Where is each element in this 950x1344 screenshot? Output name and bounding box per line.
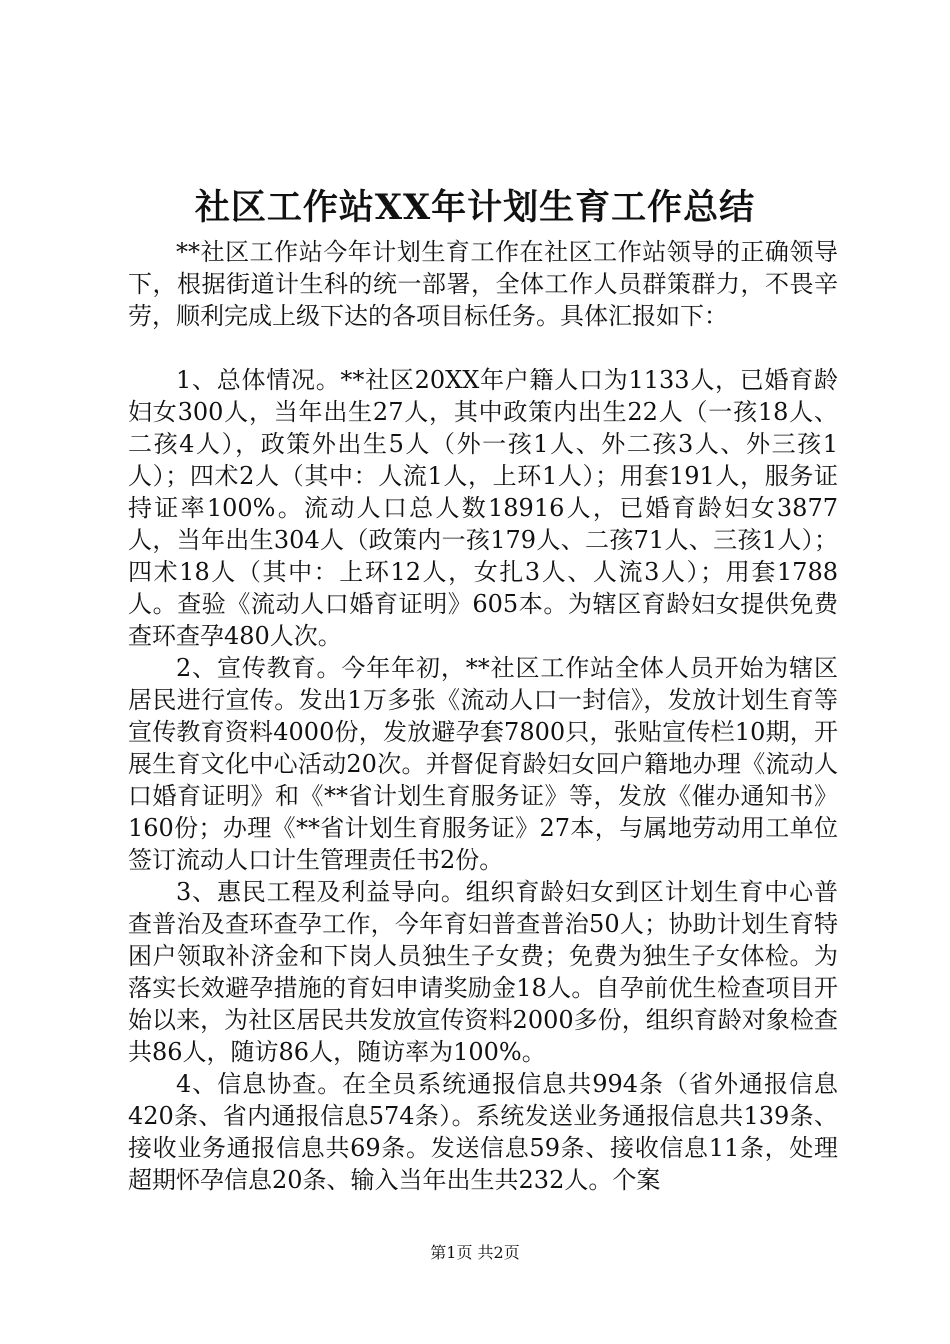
paragraph-overview: 1、总体情况。**社区20XX年户籍人口为1133人，已婚育龄妇女300人，当年出生27人，其中政策内出生22人（一孩18人、二孩4人），政策外出生5人（外一孩1人、外二孩3人、外三孩1人）；四术2人（其中：人流1人，上环1人）；用套191人，服务证持证率100%。流动人口总人数18916人，已婚育龄妇女3877人，当年出生304人（政策内一孩179人、二孩71人、三孩1人）；四术18人（其中：上环12人，女扎3人、人流3人）；用套1788人。查验《流动人口婚育证明》605本。为辖区育龄妇女提供免费查环查孕480人次。 (128, 366, 838, 650)
page-footer: 第1页 共2页 (430, 1243, 520, 1262)
paragraph-intro: **社区工作站今年计划生育工作在社区工作站领导的正确领导下，根据街道计生科的统一部署，全体工作人员群策群力，不畏辛劳，顺利完成上级下达的各项目标任务。具体汇报如下： (128, 238, 838, 330)
paragraph-benefits: 3、惠民工程及利益导向。组织育龄妇女到区计划生育中心普查普治及查环查孕工作，今年育妇普查普治50人；协助计划生育特困户领取补济金和下岗人员独生子女费；免费为独生子女体检。为落实长效避孕措施的育妇申请奖励金18人。自孕前优生检查项目开始以来，为社区居民共发放宣传资料2000多份，组织育龄对象检查共86人，随访86人，随访率为100%。 (128, 878, 838, 1066)
paragraph-info-check: 4、信息协查。在全员系统通报信息共994条（省外通报信息420条、省内通报信息574条）。系统发送业务通报信息共139条、接收业务通报信息共69条。发送信息59条、接收信息11条，处理超期怀孕信息20条、输入当年出生共232人。个案 (128, 1070, 838, 1194)
document-body (128, 236, 838, 1196)
paragraph-publicity: 2、宣传教育。今年年初，**社区工作站全体人员开始为辖区居民进行宣传。发出1万多张《流动人口一封信》，发放计划生育等宣传教育资料4000份，发放避孕套7800只，张贴宣传栏10期，开展生育文化中心活动20次。并督促育龄妇女回户籍地办理《流动人口婚育证明》和《**省计划生育服务证》等，发放《催办通知书》160份；办理《**省计划生育服务证》27本，与属地劳动用工单位签订流动人口计生管理责任书2份。 (128, 654, 838, 874)
document-title: 社区工作站XX年计划生育工作总结 (194, 187, 756, 228)
